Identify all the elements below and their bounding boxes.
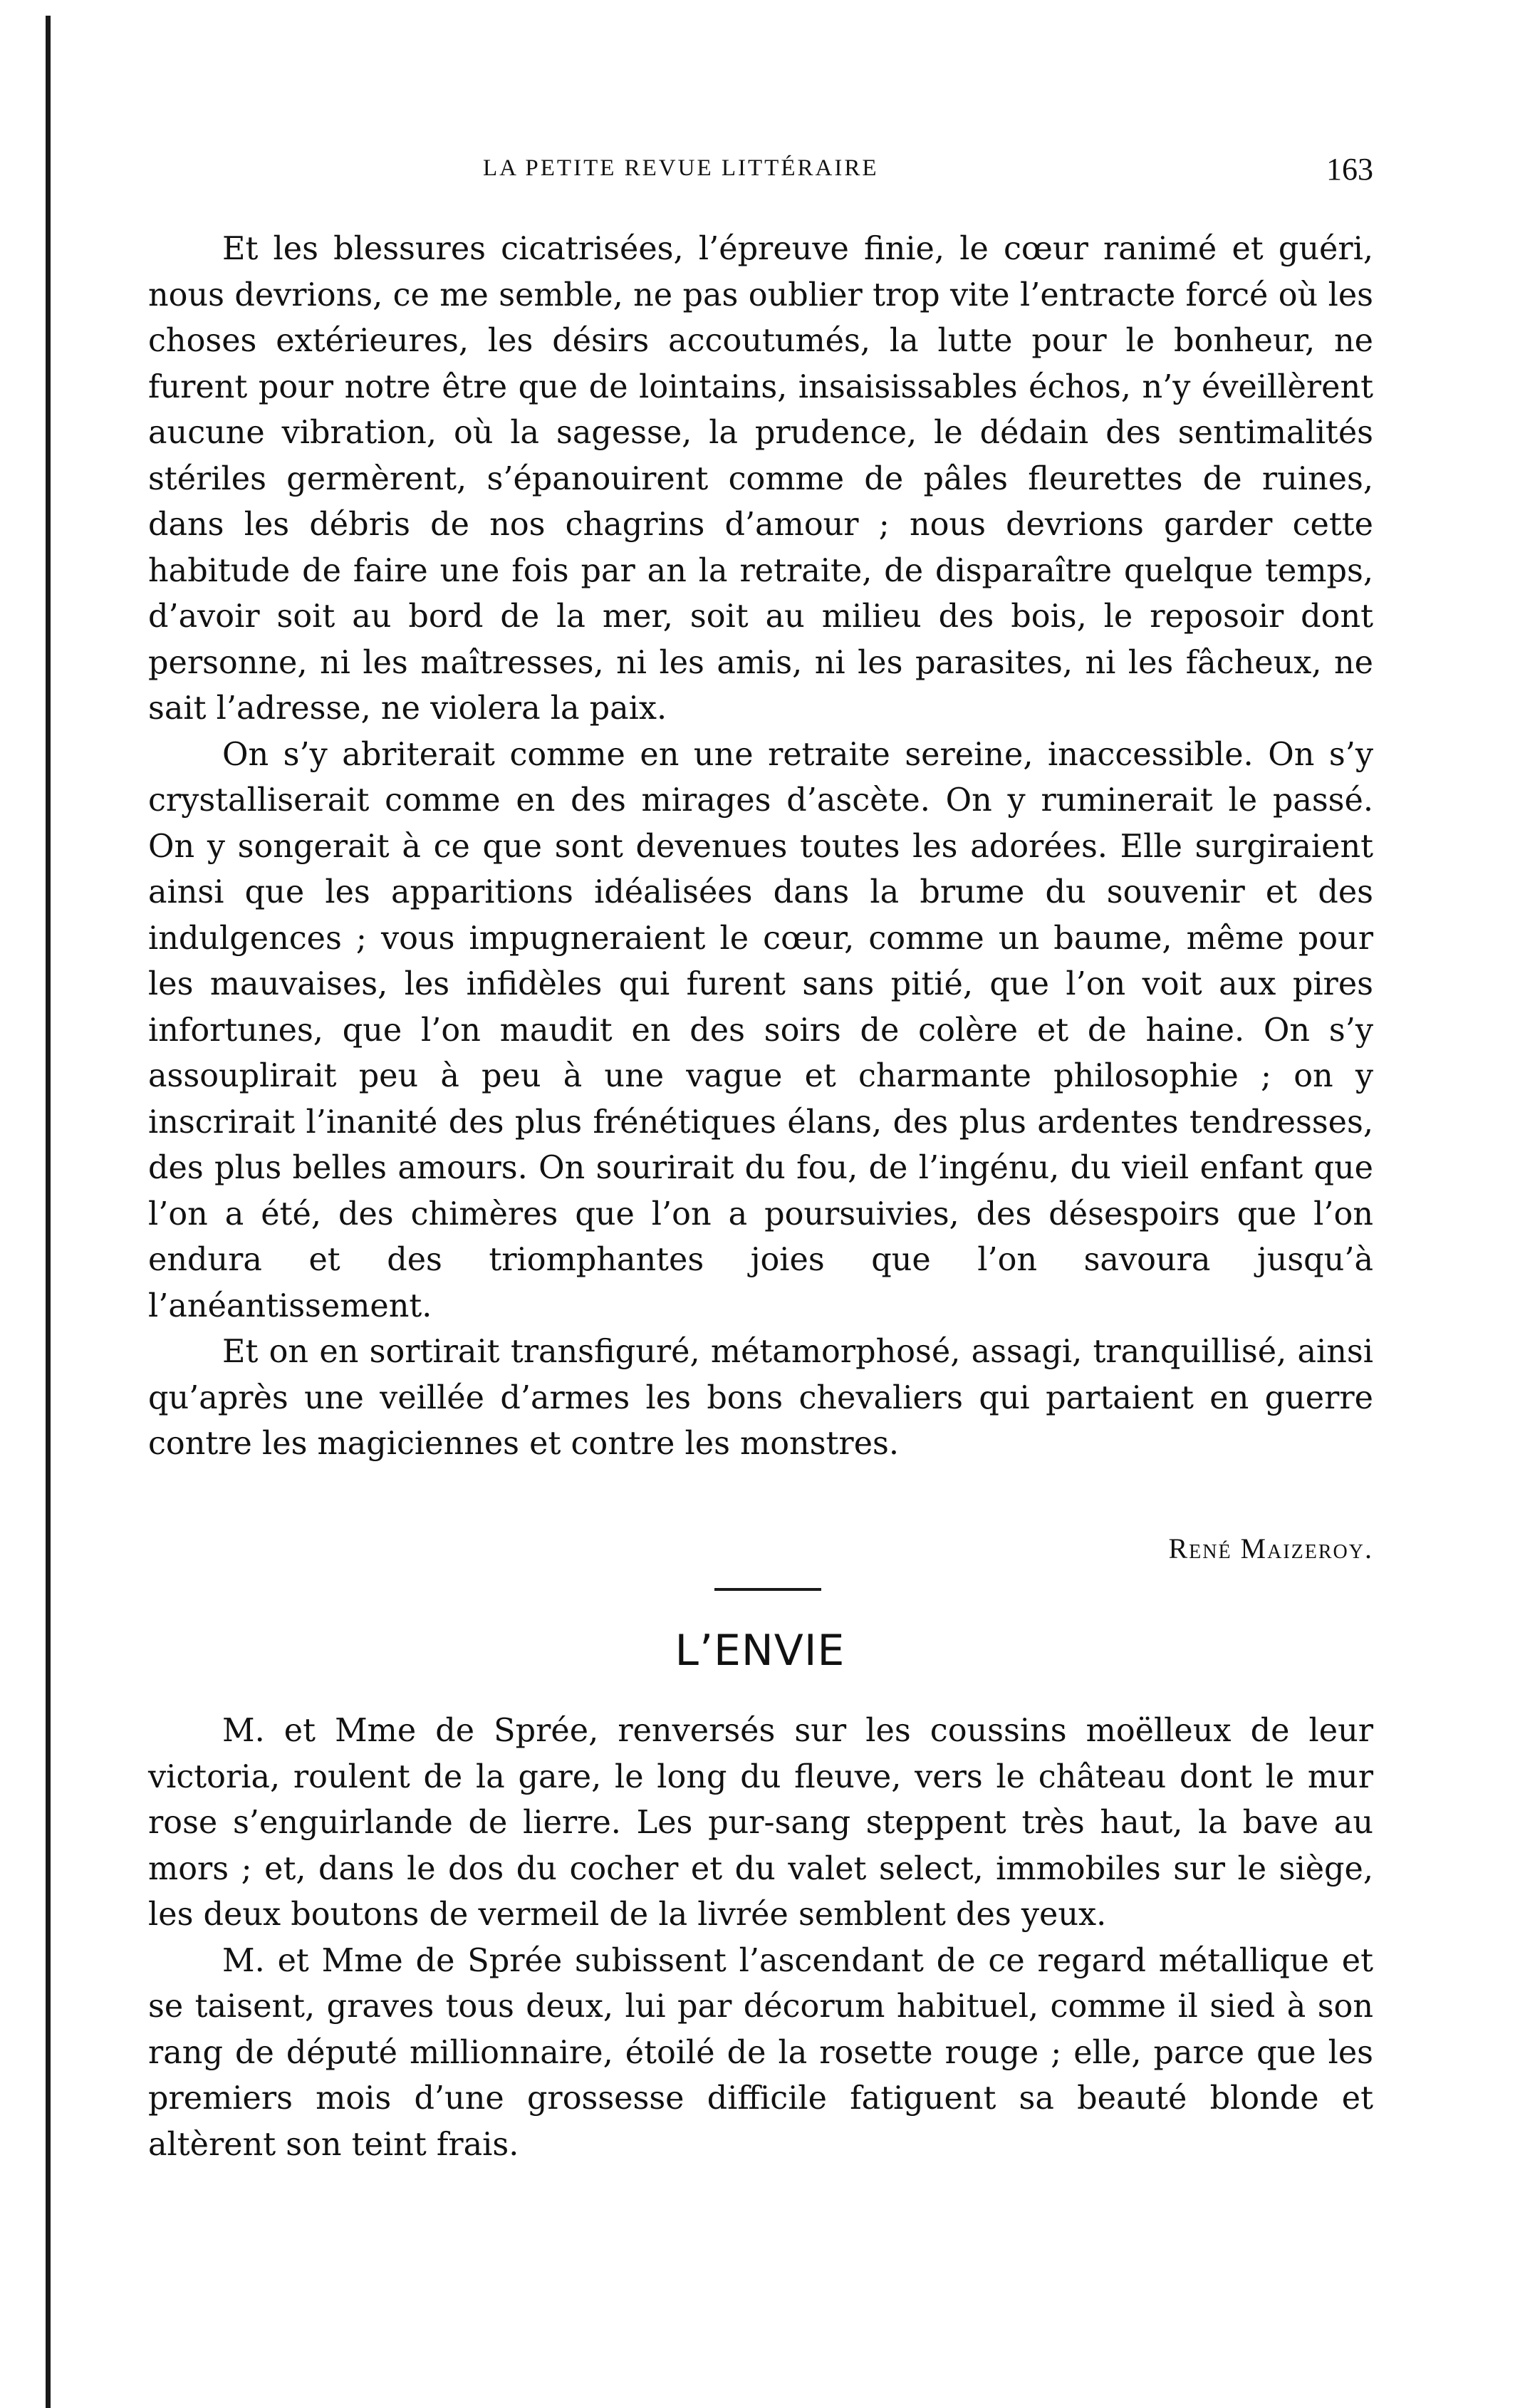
- page-binding-edge: [46, 16, 51, 2408]
- running-header: [148, 152, 1373, 198]
- page-number: 163: [1326, 152, 1373, 187]
- paragraph: Et on en sortirait transfiguré, métamorphosé, assagi, tranquillisé, ainsi qu’après une veillée d’armes les bons chevaliers qui partaient en guerre contre les magiciennes et contre les monstres.: [148, 1334, 1373, 1462]
- running-title: LA PETITE REVUE LITTÉRAIRE: [483, 155, 879, 181]
- chapter-title: L’ENVIE: [675, 1626, 845, 1676]
- paragraph: M. et Mme de Sprée subissent l’ascendant de ce regard métallique et se taisent, graves tous deux, lui par décorum habituel, comme il sied à son rang de député millionnaire, étoilé de la rosette rouge ; elle, parce que les premiers mois d’une grossesse difficile fatiguent sa beauté blonde et altèrent son teint frais.: [148, 1942, 1373, 2163]
- chapter-text: [148, 1708, 1373, 2168]
- paragraph: M. et Mme de Sprée, renversés sur les coussins moëlleux de leur victoria, roulent de la gare, le long du fleuve, vers le château dont le mur rose s’enguirlande de lierre. Les pur-sang steppent très haut, la bave au mors ; et, dans le dos du cocher et du valet select, immobiles sur le siège, les deux boutons de vermeil de la livrée semblent des yeux.: [148, 1713, 1373, 1933]
- paragraph: On s’y abriterait comme en une retraite sereine, inaccessible. On s’y crystalliserait comme en des mirages d’ascète. On y ruminerait le passé. On y songerait à ce que sont devenues toutes les adorées. Elle surgiraient ainsi que les apparitions idéalisées dans la brume du souvenir et des indulgences ; vous impugneraient le cœur, comme un baume, même pour les mauvaises, les infidèles qui furent sans pitié, que l’on voit aux pires infortunes, que l’on maudit en des soirs de colère et de haine. On s’y assouplirait peu à peu à une vague et charmante philosophie ; on y inscrirait l’inanité des plus frénétiques élans, des plus ardentes tendresses, des plus belles amours. On sourirait du fou, de l’ingénu, du vieil enfant que l’on a été, des chimères que l’on a poursuivies, des désespoirs que l’on endura et des triomphantes joies que l’on savoura jusqu’à l’anéantissement.: [148, 736, 1373, 1324]
- author-signature: René Maizeroy.: [1168, 1532, 1373, 1564]
- essay-text: [148, 227, 1373, 1468]
- paragraph: Et les blessures cicatrisées, l’épreuve finie, le cœur ranimé et guéri, nous devrions, ce me semble, ne pas oublier trop vite l’entracte forcé où les choses extérieures, les désirs accoutumés, la lutte pour le bonheur, ne furent pour notre être que de lointains, insaisissables échos, n’y éveillèrent aucune vibration, où la sagesse, la prudence, le dédain des sentimalités stériles germèrent, s’épanouirent comme de pâles fleurettes de ruines, dans les débris de nos chagrins d’amour ; nous devrions garder cette habitude de faire une fois par an la retraite, de disparaître quelque temps, d’avoir soit au bord de la mer, soit au milieu des bois, le reposoir dont personne, ni les maîtresses, ni les amis, ni les parasites, ni les fâcheux, ne sait l’adresse, ne violera la paix.: [148, 231, 1373, 727]
- section-divider: [714, 1588, 821, 1591]
